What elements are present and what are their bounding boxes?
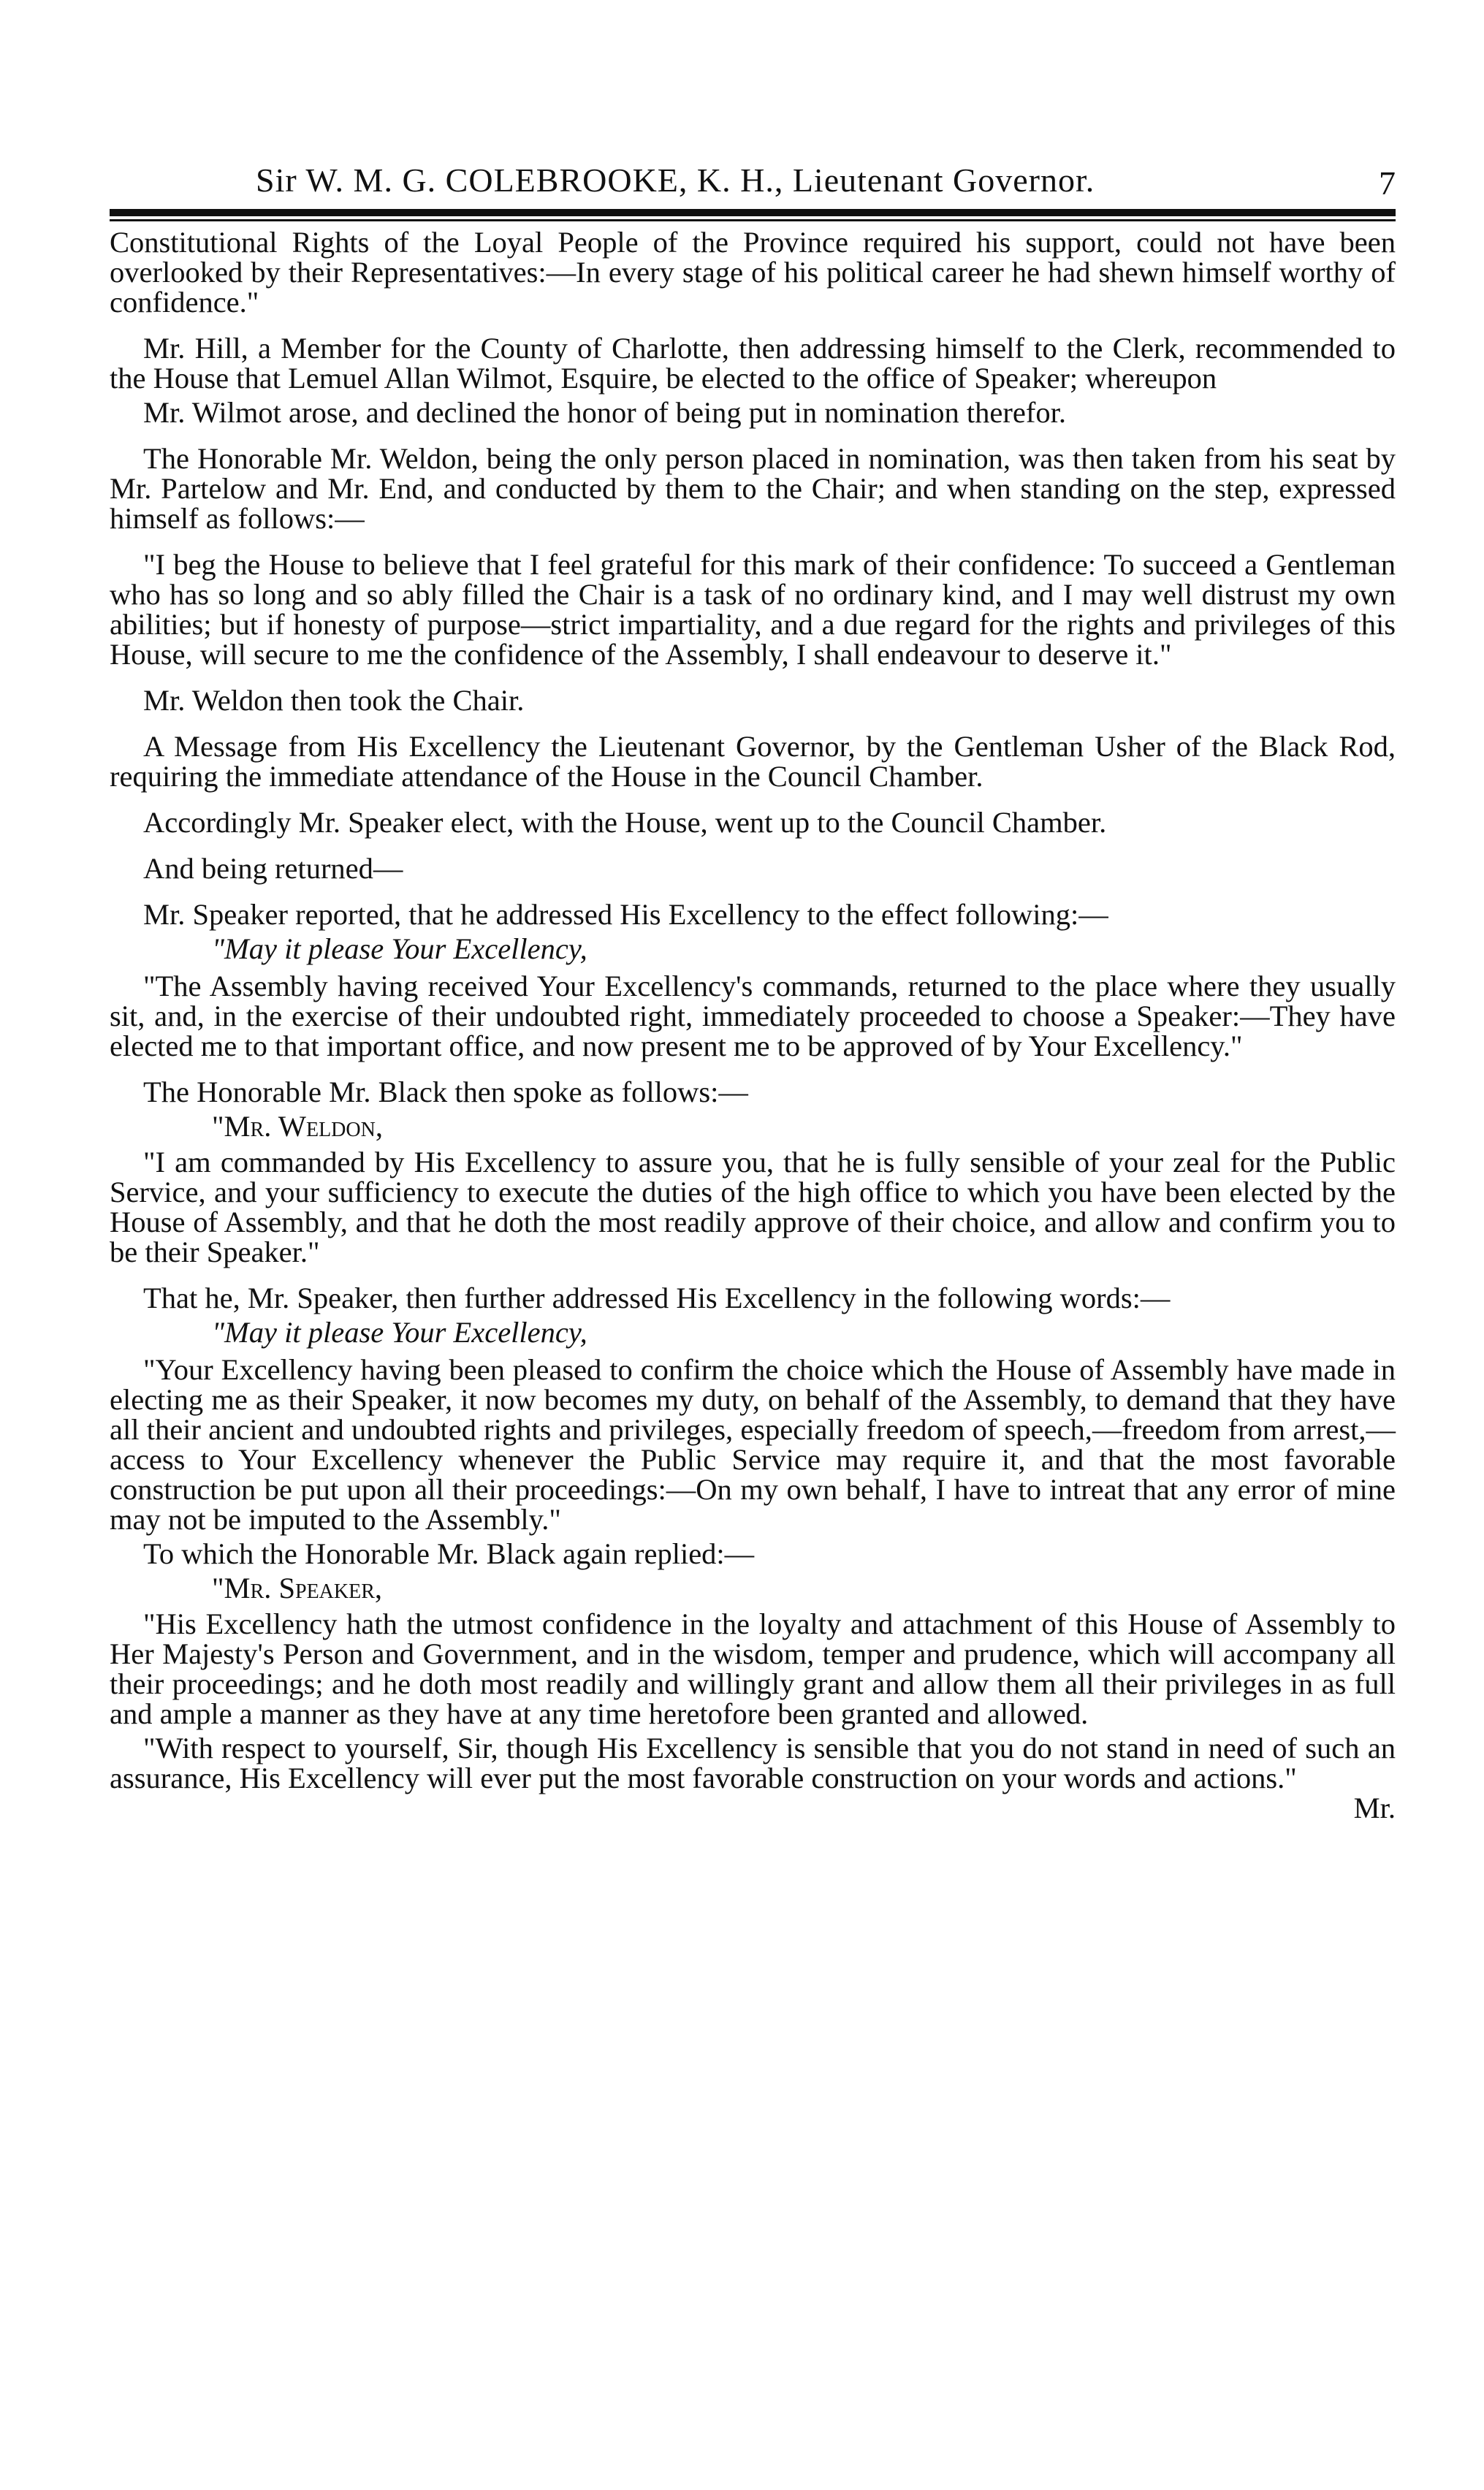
quoted-speech: "His Excellency hath the utmost confidence in the loyalty and attachment of this House of Assembly to Her Majesty's Person and Government, and in the wisdom, temper and prudence, which will accompany all their proceedings; and he doth most readily and willingly grant and allow them all their privileges in as full and ample a manner as they have at any time heretofore been granted and allowed. — [110, 1607, 1396, 1730]
page-number: 7 — [1379, 164, 1396, 202]
paragraph: Mr. Hill, a Member for the County of Charlotte, then addressing himself to the Clerk, recommended to the House that Lemuel Allan Wilmot, Esquire, be elected to the office of Speaker; whereupon — [110, 332, 1396, 395]
paragraph: Mr. Wilmot arose, and declined the honor of being put in nomination therefor. — [143, 396, 1066, 429]
quoted-speech: "I beg the House to believe that I feel grateful for this mark of their confidence: To succeed a Gentleman who has so long and so ably filled the Chair is a task of no ordinary kind, and I may well distrust my own abilities; but if honesty of purpose—strict impartiality, and a due regard for the rights and privileges of this House, will secure to me the confidence of the Assembly, I shall endeavour to deserve it." — [110, 548, 1396, 671]
address-line: "Mr. Speaker, — [212, 1572, 383, 1604]
quoted-speech: "With respect to yourself, Sir, though His Excellency is sensible that you do not stand in need of such an assurance, His Excellency will ever put the most favorable construction on your words and actions." — [110, 1732, 1396, 1794]
paragraph: That he, Mr. Speaker, then further addressed His Excellency in the following words:— — [143, 1282, 1171, 1314]
salutation: "May it please Your Excellency, — [212, 1316, 587, 1349]
quoted-speech: "I am commanded by His Excellency to assure you, that he is fully sensible of your zeal for the Public Service, and your sufficiency to execute the duties of the high office to which you have been elected by the House of Assembly, and that he doth the most readily approve of their choice, and allow and confirm you to be their Speaker." — [110, 1146, 1396, 1268]
quoted-speech: "The Assembly having received Your Excellency's commands, returned to the place where they usually sit, and, in the exercise of their undoubted right, immediately proceeded to choose a Speaker:—They have elected me to that important office, and now present me to be approved of by Your Excellency." — [110, 970, 1396, 1062]
paragraph: And being returned— — [143, 852, 403, 885]
document-body — [110, 227, 1396, 1823]
catchword: Mr. — [1353, 1792, 1396, 1824]
paragraph: The Honorable Mr. Weldon, being the only person placed in nomination, was then taken from his seat by Mr. Partelow and Mr. End, and conducted by them to the Chair; and when standing on the step, expressed himself as follows:— — [110, 442, 1396, 535]
salutation: "May it please Your Excellency, — [212, 932, 587, 965]
header-rule — [110, 209, 1396, 221]
paragraph: Mr. Weldon then took the Chair. — [143, 684, 525, 717]
quoted-speech: "Your Excellency having been pleased to confirm the choice which the House of Assembly have made in electing me as their Speaker, it now becomes my duty, on behalf of the Assembly, to demand that they have all their ancient and undoubted rights and privileges, especially freedom of speech,—freedom from arrest,—access to Your Excellency whenever the Public Service may require it, and that the most favorable construction be put upon all their proceedings:—On my own behalf, I have to intreat that any error of mine may not be imputed to the Assembly." — [110, 1353, 1396, 1536]
paragraph: The Honorable Mr. Black then spoke as follows:— — [143, 1075, 748, 1108]
paragraph: Mr. Speaker reported, that he addressed His Excellency to the effect following:— — [143, 898, 1108, 931]
paragraph-continuation: Constitutional Rights of the Loyal People of the Province required his support, could not have been overlooked by their Representatives:—In every stage of his political career he had shewn himself worthy of confidence." — [110, 226, 1396, 319]
paragraph: A Message from His Excellency the Lieutenant Governor, by the Gentleman Usher of the Black Rod, requiring the immediate attendance of the House in the Council Chamber. — [110, 730, 1396, 793]
paragraph: To which the Honorable Mr. Black again replied:— — [143, 1537, 755, 1570]
document-page — [110, 146, 1396, 1823]
paragraph: Accordingly Mr. Speaker elect, with the House, went up to the Council Chamber. — [143, 806, 1107, 839]
header-title: Sir W. M. G. COLEBROOKE, K. H., Lieutenant Governor. — [256, 161, 1095, 199]
address-line: "Mr. Weldon, — [212, 1110, 383, 1143]
running-header — [110, 146, 1396, 205]
